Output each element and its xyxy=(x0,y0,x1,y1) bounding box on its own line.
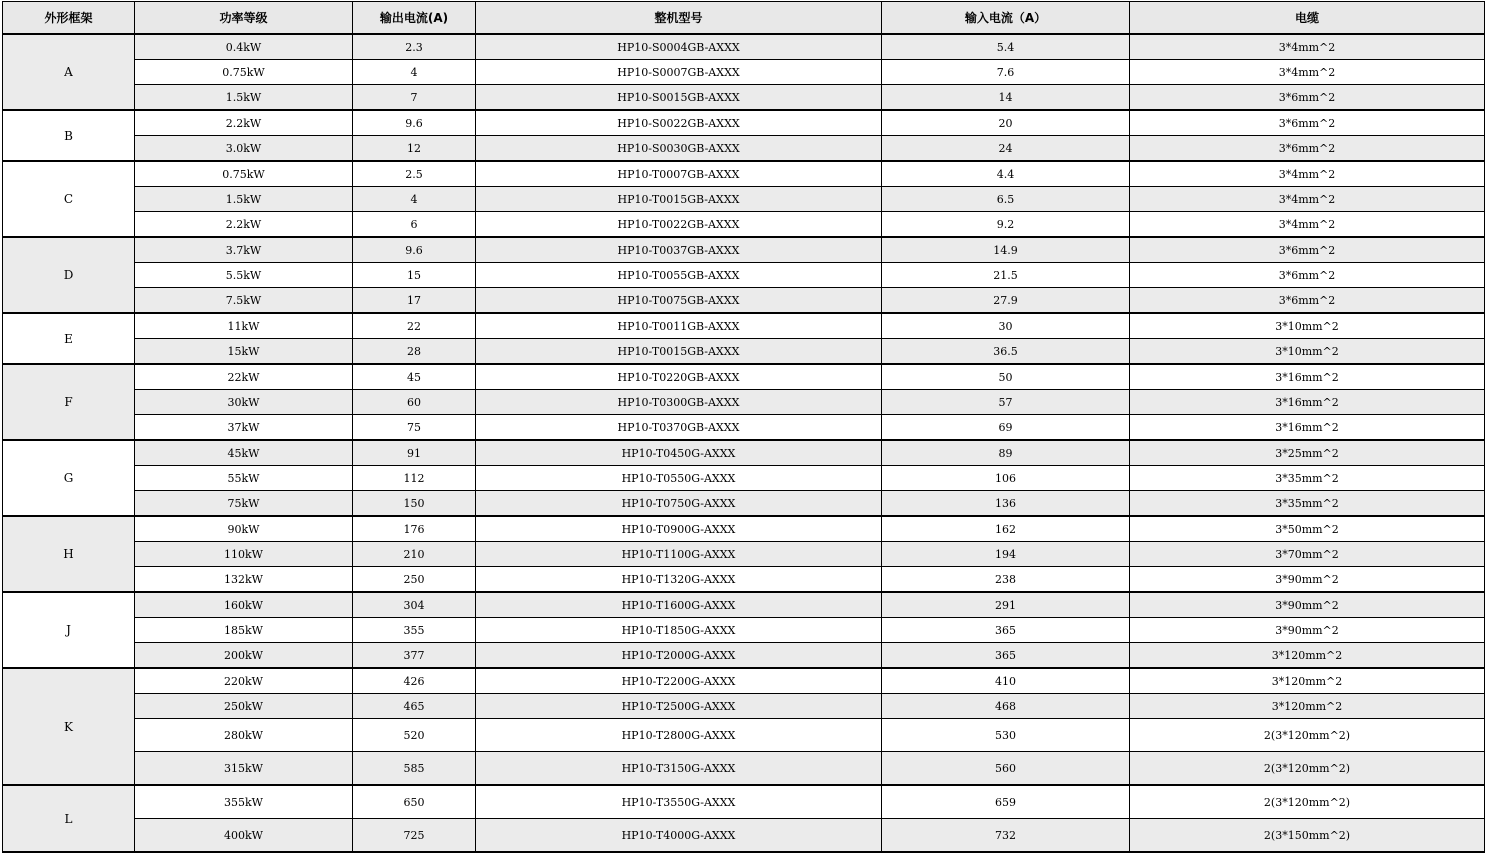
table-row xyxy=(3,187,1485,212)
power-cell: 185kW xyxy=(135,618,353,643)
input-current-cell: 365 xyxy=(882,618,1130,643)
model-cell: HP10-S0030GB-AXXX xyxy=(476,136,882,162)
power-cell: 0.75kW xyxy=(135,60,353,85)
output-current-cell: 75 xyxy=(353,415,476,441)
table-row xyxy=(3,60,1485,85)
output-current-cell: 45 xyxy=(353,364,476,390)
input-current-cell: 238 xyxy=(882,567,1130,593)
input-current-cell: 659 xyxy=(882,785,1130,819)
table-row xyxy=(3,288,1485,314)
model-cell: HP10-T0007GB-AXXX xyxy=(476,161,882,187)
table-row xyxy=(3,237,1485,263)
input-current-cell: 30 xyxy=(882,313,1130,339)
header-input-current: 输入电流（A） xyxy=(882,2,1130,35)
power-cell: 45kW xyxy=(135,440,353,466)
table-row xyxy=(3,592,1485,618)
frame-cell: B xyxy=(3,110,135,161)
power-cell: 15kW xyxy=(135,339,353,365)
cable-cell: 3*120mm^2 xyxy=(1130,643,1485,669)
header-output-current: 输出电流(A) xyxy=(353,2,476,35)
table-row xyxy=(3,567,1485,593)
model-cell: HP10-T0075GB-AXXX xyxy=(476,288,882,314)
model-cell: HP10-T0022GB-AXXX xyxy=(476,212,882,238)
power-cell: 355kW xyxy=(135,785,353,819)
power-cell: 110kW xyxy=(135,542,353,567)
cable-cell: 3*35mm^2 xyxy=(1130,491,1485,517)
power-cell: 22kW xyxy=(135,364,353,390)
table-row xyxy=(3,364,1485,390)
cable-cell: 3*4mm^2 xyxy=(1130,187,1485,212)
input-current-cell: 732 xyxy=(882,819,1130,853)
frame-cell: J xyxy=(3,592,135,668)
cable-cell: 2(3*120mm^2) xyxy=(1130,752,1485,786)
input-current-cell: 560 xyxy=(882,752,1130,786)
frame-cell: D xyxy=(3,237,135,313)
power-cell: 0.75kW xyxy=(135,161,353,187)
frame-cell: G xyxy=(3,440,135,516)
input-current-cell: 106 xyxy=(882,466,1130,491)
cable-cell: 3*16mm^2 xyxy=(1130,364,1485,390)
model-cell: HP10-S0007GB-AXXX xyxy=(476,60,882,85)
cable-cell: 3*120mm^2 xyxy=(1130,668,1485,694)
frame-cell: L xyxy=(3,785,135,852)
output-current-cell: 176 xyxy=(353,516,476,542)
model-cell: HP10-T1600G-AXXX xyxy=(476,592,882,618)
output-current-cell: 520 xyxy=(353,719,476,752)
power-cell: 315kW xyxy=(135,752,353,786)
model-cell: HP10-T3150G-AXXX xyxy=(476,752,882,786)
table-row xyxy=(3,313,1485,339)
table-row xyxy=(3,785,1485,819)
input-current-cell: 194 xyxy=(882,542,1130,567)
model-cell: HP10-T2500G-AXXX xyxy=(476,694,882,719)
power-cell: 132kW xyxy=(135,567,353,593)
output-current-cell: 6 xyxy=(353,212,476,238)
cable-cell: 3*16mm^2 xyxy=(1130,390,1485,415)
cable-cell: 3*4mm^2 xyxy=(1130,161,1485,187)
table-row xyxy=(3,466,1485,491)
output-current-cell: 12 xyxy=(353,136,476,162)
power-cell: 2.2kW xyxy=(135,110,353,136)
cable-cell: 3*6mm^2 xyxy=(1130,136,1485,162)
input-current-cell: 36.5 xyxy=(882,339,1130,365)
output-current-cell: 150 xyxy=(353,491,476,517)
cable-cell: 3*50mm^2 xyxy=(1130,516,1485,542)
input-current-cell: 50 xyxy=(882,364,1130,390)
output-current-cell: 250 xyxy=(353,567,476,593)
output-current-cell: 91 xyxy=(353,440,476,466)
output-current-cell: 2.3 xyxy=(353,34,476,60)
model-cell: HP10-S0022GB-AXXX xyxy=(476,110,882,136)
model-cell: HP10-T1320G-AXXX xyxy=(476,567,882,593)
table-header-row xyxy=(3,2,1485,35)
input-current-cell: 20 xyxy=(882,110,1130,136)
output-current-cell: 304 xyxy=(353,592,476,618)
model-cell: HP10-T0055GB-AXXX xyxy=(476,263,882,288)
cable-cell: 2(3*120mm^2) xyxy=(1130,719,1485,752)
output-current-cell: 15 xyxy=(353,263,476,288)
model-cell: HP10-T1100G-AXXX xyxy=(476,542,882,567)
input-current-cell: 7.6 xyxy=(882,60,1130,85)
header-power: 功率等级 xyxy=(135,2,353,35)
input-current-cell: 410 xyxy=(882,668,1130,694)
input-current-cell: 365 xyxy=(882,643,1130,669)
model-cell: HP10-T2800G-AXXX xyxy=(476,719,882,752)
power-cell: 3.7kW xyxy=(135,237,353,263)
power-cell: 200kW xyxy=(135,643,353,669)
model-cell: HP10-T0220GB-AXXX xyxy=(476,364,882,390)
input-current-cell: 291 xyxy=(882,592,1130,618)
power-cell: 280kW xyxy=(135,719,353,752)
output-current-cell: 725 xyxy=(353,819,476,853)
table-row xyxy=(3,752,1485,786)
table-row xyxy=(3,110,1485,136)
table-row xyxy=(3,542,1485,567)
power-cell: 160kW xyxy=(135,592,353,618)
cable-cell: 3*6mm^2 xyxy=(1130,263,1485,288)
power-cell: 37kW xyxy=(135,415,353,441)
table-row xyxy=(3,618,1485,643)
header-frame: 外形框架 xyxy=(3,2,135,35)
cable-cell: 3*4mm^2 xyxy=(1130,34,1485,60)
input-current-cell: 14.9 xyxy=(882,237,1130,263)
cable-cell: 2(3*150mm^2) xyxy=(1130,819,1485,853)
input-current-cell: 57 xyxy=(882,390,1130,415)
cable-cell: 3*4mm^2 xyxy=(1130,212,1485,238)
cable-cell: 3*120mm^2 xyxy=(1130,694,1485,719)
input-current-cell: 21.5 xyxy=(882,263,1130,288)
cable-cell: 3*4mm^2 xyxy=(1130,60,1485,85)
frame-cell: H xyxy=(3,516,135,592)
cable-cell: 3*6mm^2 xyxy=(1130,288,1485,314)
input-current-cell: 5.4 xyxy=(882,34,1130,60)
frame-cell: K xyxy=(3,668,135,785)
cable-cell: 3*10mm^2 xyxy=(1130,313,1485,339)
input-current-cell: 69 xyxy=(882,415,1130,441)
model-cell: HP10-T0550G-AXXX xyxy=(476,466,882,491)
output-current-cell: 210 xyxy=(353,542,476,567)
model-cell: HP10-T0037GB-AXXX xyxy=(476,237,882,263)
output-current-cell: 650 xyxy=(353,785,476,819)
frame-cell: F xyxy=(3,364,135,440)
power-cell: 0.4kW xyxy=(135,34,353,60)
cable-cell: 2(3*120mm^2) xyxy=(1130,785,1485,819)
model-cell: HP10-T2200G-AXXX xyxy=(476,668,882,694)
power-cell: 55kW xyxy=(135,466,353,491)
model-cell: HP10-T1850G-AXXX xyxy=(476,618,882,643)
model-cell: HP10-T4000G-AXXX xyxy=(476,819,882,853)
table-row xyxy=(3,694,1485,719)
input-current-cell: 530 xyxy=(882,719,1130,752)
table-body xyxy=(3,34,1485,852)
input-current-cell: 27.9 xyxy=(882,288,1130,314)
table-row xyxy=(3,643,1485,669)
power-cell: 220kW xyxy=(135,668,353,694)
cable-cell: 3*16mm^2 xyxy=(1130,415,1485,441)
model-cell: HP10-T0015GB-AXXX xyxy=(476,187,882,212)
power-cell: 2.2kW xyxy=(135,212,353,238)
table-row xyxy=(3,668,1485,694)
input-current-cell: 468 xyxy=(882,694,1130,719)
model-cell: HP10-T3550G-AXXX xyxy=(476,785,882,819)
input-current-cell: 4.4 xyxy=(882,161,1130,187)
output-current-cell: 465 xyxy=(353,694,476,719)
output-current-cell: 9.6 xyxy=(353,237,476,263)
table-row xyxy=(3,263,1485,288)
output-current-cell: 2.5 xyxy=(353,161,476,187)
spec-table xyxy=(2,1,1485,853)
cable-cell: 3*6mm^2 xyxy=(1130,237,1485,263)
table-row xyxy=(3,212,1485,238)
model-cell: HP10-T0300GB-AXXX xyxy=(476,390,882,415)
input-current-cell: 24 xyxy=(882,136,1130,162)
frame-cell: C xyxy=(3,161,135,237)
cable-cell: 3*6mm^2 xyxy=(1130,85,1485,111)
power-cell: 5.5kW xyxy=(135,263,353,288)
table-row xyxy=(3,339,1485,365)
model-cell: HP10-T0750G-AXXX xyxy=(476,491,882,517)
power-cell: 7.5kW xyxy=(135,288,353,314)
output-current-cell: 60 xyxy=(353,390,476,415)
output-current-cell: 17 xyxy=(353,288,476,314)
power-cell: 400kW xyxy=(135,819,353,853)
power-cell: 30kW xyxy=(135,390,353,415)
cable-cell: 3*90mm^2 xyxy=(1130,567,1485,593)
table-row xyxy=(3,719,1485,752)
frame-cell: A xyxy=(3,34,135,110)
output-current-cell: 585 xyxy=(353,752,476,786)
power-cell: 1.5kW xyxy=(135,85,353,111)
input-current-cell: 136 xyxy=(882,491,1130,517)
input-current-cell: 14 xyxy=(882,85,1130,111)
cable-cell: 3*90mm^2 xyxy=(1130,618,1485,643)
output-current-cell: 112 xyxy=(353,466,476,491)
model-cell: HP10-T0450G-AXXX xyxy=(476,440,882,466)
power-cell: 90kW xyxy=(135,516,353,542)
cable-cell: 3*25mm^2 xyxy=(1130,440,1485,466)
table-row xyxy=(3,390,1485,415)
output-current-cell: 377 xyxy=(353,643,476,669)
power-cell: 1.5kW xyxy=(135,187,353,212)
power-cell: 250kW xyxy=(135,694,353,719)
output-current-cell: 426 xyxy=(353,668,476,694)
table-row xyxy=(3,491,1485,517)
cable-cell: 3*90mm^2 xyxy=(1130,592,1485,618)
table-row xyxy=(3,34,1485,60)
input-current-cell: 162 xyxy=(882,516,1130,542)
cable-cell: 3*70mm^2 xyxy=(1130,542,1485,567)
input-current-cell: 89 xyxy=(882,440,1130,466)
power-cell: 11kW xyxy=(135,313,353,339)
model-cell: HP10-T0015GB-AXXX xyxy=(476,339,882,365)
table-row xyxy=(3,440,1485,466)
model-cell: HP10-T0900G-AXXX xyxy=(476,516,882,542)
output-current-cell: 355 xyxy=(353,618,476,643)
input-current-cell: 6.5 xyxy=(882,187,1130,212)
output-current-cell: 4 xyxy=(353,187,476,212)
output-current-cell: 4 xyxy=(353,60,476,85)
model-cell: HP10-T0370GB-AXXX xyxy=(476,415,882,441)
power-cell: 75kW xyxy=(135,491,353,517)
output-current-cell: 9.6 xyxy=(353,110,476,136)
table-row xyxy=(3,85,1485,111)
model-cell: HP10-T0011GB-AXXX xyxy=(476,313,882,339)
cable-cell: 3*6mm^2 xyxy=(1130,110,1485,136)
cable-cell: 3*10mm^2 xyxy=(1130,339,1485,365)
model-cell: HP10-T2000G-AXXX xyxy=(476,643,882,669)
model-cell: HP10-S0015GB-AXXX xyxy=(476,85,882,111)
model-cell: HP10-S0004GB-AXXX xyxy=(476,34,882,60)
output-current-cell: 28 xyxy=(353,339,476,365)
table-row xyxy=(3,161,1485,187)
table-row xyxy=(3,819,1485,853)
frame-cell: E xyxy=(3,313,135,364)
output-current-cell: 7 xyxy=(353,85,476,111)
cable-cell: 3*35mm^2 xyxy=(1130,466,1485,491)
table-row xyxy=(3,516,1485,542)
table-row xyxy=(3,415,1485,441)
table-row xyxy=(3,136,1485,162)
power-cell: 3.0kW xyxy=(135,136,353,162)
header-cable: 电缆 xyxy=(1130,2,1485,35)
output-current-cell: 22 xyxy=(353,313,476,339)
header-model: 整机型号 xyxy=(476,2,882,35)
input-current-cell: 9.2 xyxy=(882,212,1130,238)
